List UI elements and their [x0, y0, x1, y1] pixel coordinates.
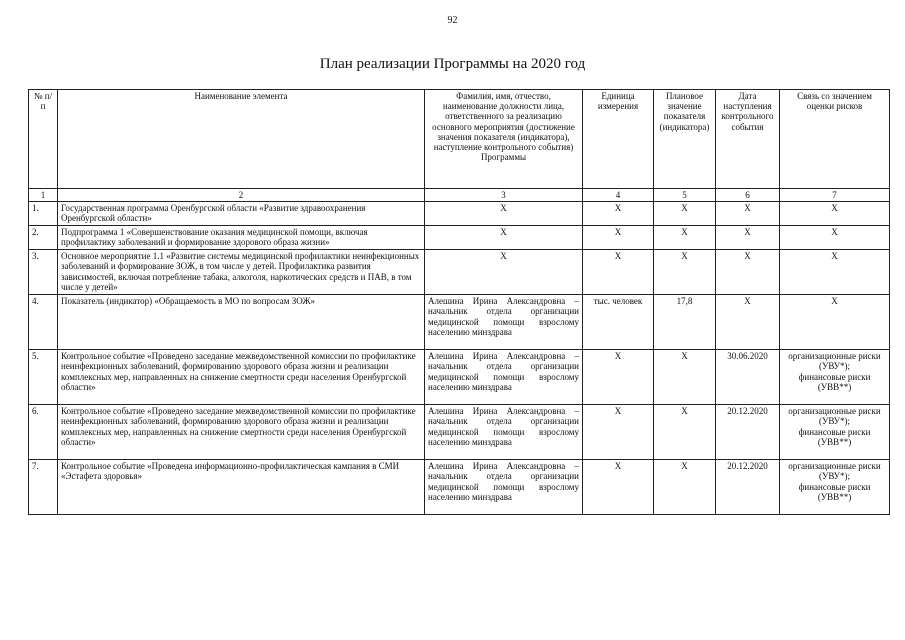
- responsible-person: Алешина Ирина Александровна – начальник отдела организации медицинской помощи взрослому населению минздрава: [425, 460, 583, 515]
- risk-link: [780, 202, 890, 226]
- risk-text: финансовые риски (УВВ**): [798, 426, 871, 447]
- row-number: 6.: [29, 405, 58, 460]
- event-date: 20.12.2020: [716, 405, 780, 460]
- risk-text: Х: [831, 227, 838, 238]
- header-number: № п/п: [29, 90, 58, 189]
- risk-link: [780, 295, 890, 350]
- header-planned-value: Плановое значение показателя (индикатора): [654, 90, 716, 189]
- risk-text: финансовые риски (УВВ**): [798, 371, 871, 392]
- table-row: [29, 226, 890, 250]
- responsible-person: Алешина Ирина Александровна – начальник отдела организации медицинской помощи взрослому населению минздрава: [425, 295, 583, 350]
- event-date: Х: [716, 295, 780, 350]
- element-name: Основное мероприятие 1.1 «Развитие системы медицинской профилактики неинфекционных заболеваний и формирование ЗОЖ, в том числе у детей. Профилактика развития зависимостей, включая потребление табака, алкоголя, наркотических средств и ПАВ, в том числе у детей»: [58, 250, 425, 295]
- planned-value: Х: [654, 250, 716, 295]
- unit: Х: [583, 350, 654, 405]
- row-number: 1.: [29, 202, 58, 226]
- element-name: Контрольное событие «Проведено заседание межведомственной комиссии по профилактике неинфекционных заболеваний, формированию здорового образа жизни и реализации комплексных мер, направленных на снижение смертности среди населения Оренбургской области»: [58, 350, 425, 405]
- event-date: 20.12.2020: [716, 460, 780, 515]
- risk-text: Х: [831, 296, 838, 307]
- planned-value: Х: [654, 350, 716, 405]
- risk-text: Х: [831, 203, 838, 214]
- unit: Х: [583, 250, 654, 295]
- row-number: 3.: [29, 250, 58, 295]
- unit: Х: [583, 405, 654, 460]
- header-risk-link: Связь со значением оценки рисков: [780, 90, 890, 189]
- event-date: Х: [716, 250, 780, 295]
- column-number: 1: [29, 189, 58, 202]
- responsible-person: Х: [425, 202, 583, 226]
- header-unit: Единица измерения: [583, 90, 654, 189]
- table-row: [29, 202, 890, 226]
- header-event-date: Дата наступления контрольного события: [716, 90, 780, 189]
- responsible-person: Х: [425, 226, 583, 250]
- risk-link: [780, 405, 890, 460]
- document-title: План реализации Программы на 2020 год: [319, 56, 586, 72]
- unit: тыс. человек: [583, 295, 654, 350]
- column-number: 3: [425, 189, 583, 202]
- column-number: 4: [583, 189, 654, 202]
- column-number: 5: [654, 189, 716, 202]
- element-name: Показатель (индикатор) «Обращаемость в МО по вопросам ЗОЖ»: [58, 295, 425, 350]
- planned-value: Х: [654, 460, 716, 515]
- risk-text: организационные риски (УВУ*);: [788, 351, 881, 372]
- event-date: Х: [716, 202, 780, 226]
- table-row: [29, 250, 890, 295]
- column-number-row: [29, 189, 890, 202]
- unit: Х: [583, 226, 654, 250]
- row-number: 7.: [29, 460, 58, 515]
- event-date: 30.06.2020: [716, 350, 780, 405]
- planned-value: 17,8: [654, 295, 716, 350]
- risk-link: [780, 350, 890, 405]
- row-number: 5.: [29, 350, 58, 405]
- row-number: 4.: [29, 295, 58, 350]
- responsible-person: Х: [425, 250, 583, 295]
- header-element-name: Наименование элемента: [58, 90, 425, 189]
- event-date: Х: [716, 226, 780, 250]
- risk-text: организационные риски (УВУ*);: [788, 406, 881, 427]
- table-row: [29, 460, 890, 515]
- planned-value: Х: [654, 202, 716, 226]
- planned-value: Х: [654, 405, 716, 460]
- responsible-person: Алешина Ирина Александровна – начальник отдела организации медицинской помощи взрослому населению минздрава: [425, 405, 583, 460]
- risk-text: организационные риски (УВУ*);: [788, 461, 881, 482]
- risk-text: Х: [831, 251, 838, 262]
- planned-value: Х: [654, 226, 716, 250]
- row-number: 2.: [29, 226, 58, 250]
- unit: Х: [583, 202, 654, 226]
- risk-link: [780, 226, 890, 250]
- table-row: [29, 295, 890, 350]
- risk-link: [780, 250, 890, 295]
- column-number: 7: [780, 189, 890, 202]
- table-row: [29, 405, 890, 460]
- column-number: 2: [58, 189, 425, 202]
- risk-link: [780, 460, 890, 515]
- page-number: 92: [447, 15, 458, 26]
- risk-text: финансовые риски (УВВ**): [798, 481, 871, 502]
- element-name: Контрольное событие «Проведено заседание межведомственной комиссии по профилактике неинфекционных заболеваний, формированию здорового образа жизни и реализации комплексных мер, направленных на снижение смертности среди населения Оренбургской области»: [58, 405, 425, 460]
- element-name: Государственная программа Оренбургской области «Развитие здравоохранения Оренбургской области»: [58, 202, 425, 226]
- unit: Х: [583, 460, 654, 515]
- column-number: 6: [716, 189, 780, 202]
- responsible-person: Алешина Ирина Александровна – начальник отдела организации медицинской помощи взрослому населению минздрава: [425, 350, 583, 405]
- plan-table: [28, 89, 890, 515]
- header-responsible: Фамилия, имя, отчество, наименование должности лица, ответственного за реализацию основного мероприятия (достижение значения показателя (индикатора), наступление контрольного события) Программы: [425, 90, 583, 189]
- element-name: Подпрограмма 1 «Совершенствование оказания медицинской помощи, включая профилактику заболеваний и формирование здорового образа жизни»: [58, 226, 425, 250]
- header-row: [29, 90, 890, 189]
- table-row: [29, 350, 890, 405]
- element-name: Контрольное событие «Проведена информационно-профилактическая кампания в СМИ «Эстафета здоровья»: [58, 460, 425, 515]
